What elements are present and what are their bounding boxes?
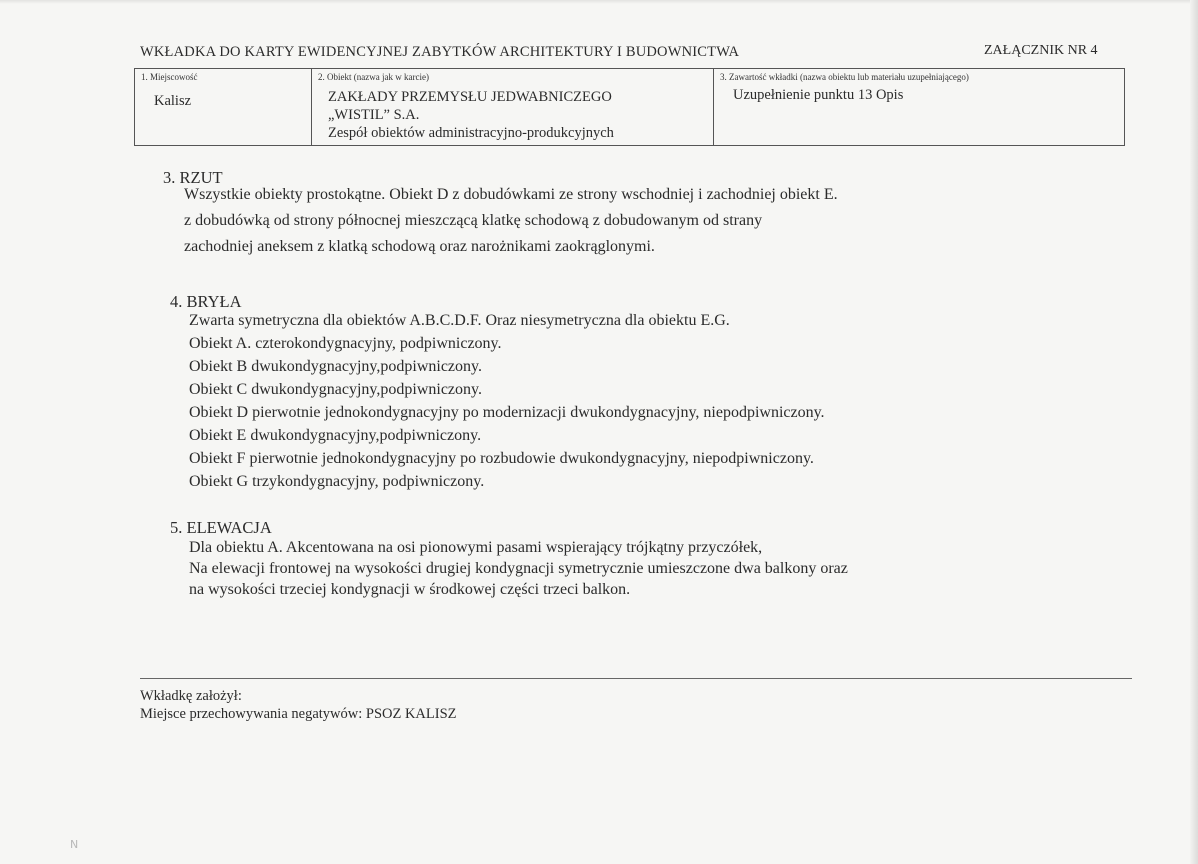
body-line: Obiekt D pierwotnie jednokondygnacyjny po modernizacji dwukondygnacyjny, niepodpiwniczony.: [189, 404, 825, 421]
body-line: Obiekt C dwukondygnacyjny,podpiwniczony.: [189, 381, 482, 398]
location-cell: [135, 69, 312, 145]
content-value: Uzupełnienie punktu 13 Opis: [733, 87, 904, 103]
corner-mark: N: [70, 838, 79, 851]
footer-divider: [140, 678, 1132, 679]
section-body-rzut: [184, 182, 838, 260]
body-line: zachodniej aneksem z klatką schodową oraz narożnikami zaokrąglonymi.: [184, 238, 655, 255]
body-line: Obiekt B dwukondygnacyjny,podpiwniczony.: [189, 358, 482, 375]
body-line: Na elewacji frontowej na wysokości drugiej kondygnacji symetrycznie umieszczone dwa balkony oraz: [189, 560, 848, 577]
body-line: Obiekt G trzykondygnacyjny, podpiwniczony.: [189, 473, 485, 490]
annex-number: ZAŁĄCZNIK NR 4: [984, 43, 1098, 58]
object-value: [328, 88, 614, 142]
body-line: z dobudówką od strony północnej mieszczącą klatkę schodową z dobudowanym od strany: [184, 212, 763, 229]
body-line: Zwarta symetryczna dla obiektów A.B.C.D.F. Oraz niesymetryczna dla obiektu E.G.: [189, 312, 730, 329]
location-label: 1. Miejscowość: [141, 72, 198, 82]
info-table: [134, 68, 1125, 146]
body-line: na wysokości trzeciej kondygnacji w środkowej części trzeci balkon.: [189, 581, 631, 598]
page-top-edge: [0, 0, 1198, 4]
object-line: Zespół obiektów administracyjno-produkcyjnych: [328, 125, 614, 141]
section-heading-rzut: 3. RZUT: [163, 168, 223, 187]
content-cell: [714, 69, 1124, 145]
section-body-elewacja: [189, 537, 848, 600]
body-line: Obiekt F pierwotnie jednokondygnacyjny po rozbudowie dwukondygnacyjny, niepodpiwniczony.: [189, 450, 814, 467]
negatives-location-line: Miejsce przechowywania negatywów: PSOZ KALISZ: [140, 706, 457, 722]
created-by-line: Wkładkę założył:: [140, 688, 242, 704]
section-heading-elewacja: 5. ELEWACJA: [170, 518, 272, 537]
object-label: 2. Obiekt (nazwa jak w karcie): [318, 72, 429, 82]
section-heading-bryla: 4. BRYŁA: [170, 292, 242, 311]
page-right-edge: [1190, 0, 1198, 864]
object-line: „WISTIL” S.A.: [328, 107, 420, 123]
location-value: Kalisz: [154, 93, 192, 109]
object-line: ZAKŁADY PRZEMYSŁU JEDWABNICZEGO: [328, 89, 612, 105]
section-body-bryla: [189, 309, 825, 493]
body-line: Obiekt E dwukondygnacyjny,podpiwniczony.: [189, 427, 482, 444]
body-line: Wszystkie obiekty prostokątne. Obiekt D z dobudówkami ze strony wschodniej i zachodniej obiekt E.: [184, 186, 838, 203]
object-cell: [312, 69, 714, 145]
content-label: 3. Zawartość wkładki (nazwa obiektu lub materiału uzupełniającego): [720, 72, 969, 82]
document-title: WKŁADKA DO KARTY EWIDENCYJNEJ ZABYTKÓW ARCHITEKTURY I BUDOWNICTWA: [140, 44, 740, 60]
body-line: Dla obiektu A. Akcentowana na osi pionowymi pasami wspierający trójkątny przyczółek,: [189, 539, 763, 556]
body-line: Obiekt A. czterokondygnacyjny, podpiwniczony.: [189, 335, 502, 352]
